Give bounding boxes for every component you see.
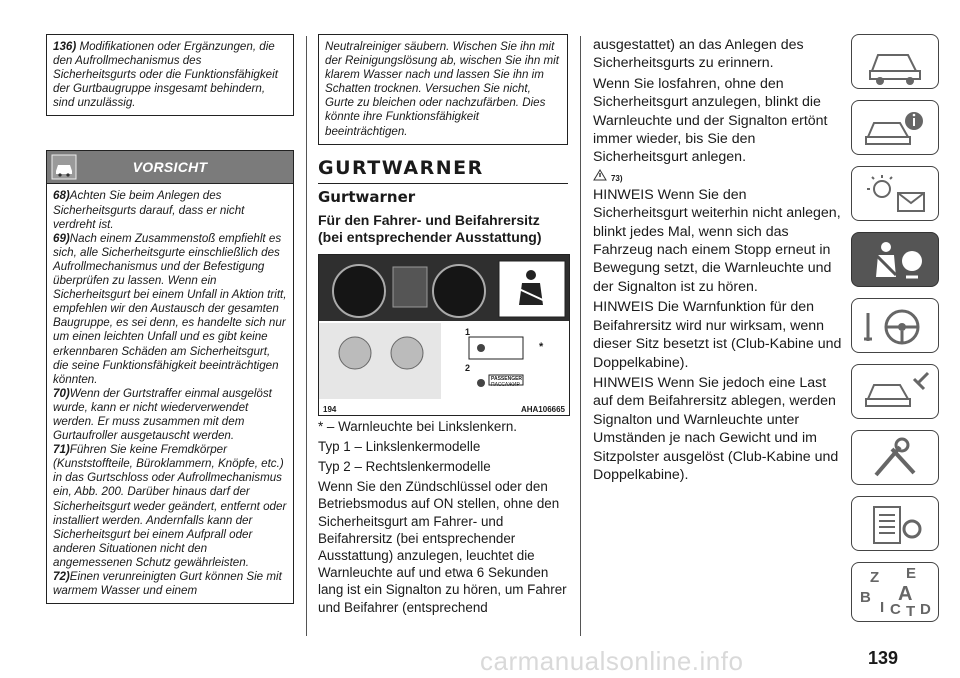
warning-reference: 73) — [610, 173, 623, 183]
index-letter: E — [906, 565, 917, 582]
index-letter: C — [890, 601, 901, 618]
paragraph: Typ 1 – Linkslenkermodelle — [318, 438, 481, 454]
tab-specs-list-icon[interactable] — [851, 496, 939, 551]
warning-header — [46, 150, 294, 183]
tab-car-info-icon[interactable] — [851, 100, 939, 155]
column-1 — [46, 34, 294, 604]
tab-seatbelt-airbag-icon[interactable] — [851, 232, 939, 287]
index-letter: A — [898, 583, 913, 605]
warning-triangle-icon — [593, 169, 607, 181]
tab-tools-icon[interactable] — [851, 430, 939, 485]
index-letter: Z — [870, 569, 880, 586]
col3-body — [593, 36, 843, 484]
passenger-label-ru: ПАССАЖИР — [491, 381, 520, 388]
chapter-tabs — [851, 34, 939, 633]
col2-body — [318, 418, 568, 616]
warning-number: 68) — [53, 189, 70, 203]
section-heading: Für den Fahrer- und Beifahrersitz (bei entsprechender Ausstattung) — [318, 211, 542, 245]
watermark: carmanualsonline.info — [480, 646, 744, 676]
warning-number: 70) — [53, 386, 70, 400]
passenger-label: PASSENGER — [491, 375, 523, 382]
note-text: Modifikationen oder Ergänzungen, die den Aufrollmechanismus des Sicherheitsgurts oder die Funktionsfähigkeit der Gurtbaugruppe insgesamt behindern, sind unzulässig. — [53, 40, 278, 110]
seatbelt-airbag-icon — [852, 233, 940, 288]
warning-text: Achten Sie beim Anlegen des Sicherheitsgurts darauf, dass er nicht verdreht ist. — [53, 189, 245, 231]
paragraph: HINWEIS Wenn Sie jedoch eine Last auf dem Beifahrersitz ablegen, werden Signalton und Warnleuchte unter Umständen je nach Gewicht und im Sitzpolster ausgelöst (Club-Kabine und Doppelkabine). — [593, 374, 839, 483]
figure-194 — [318, 254, 570, 416]
section-subtitle: Gurtwarner — [318, 187, 416, 206]
column-3 — [593, 34, 843, 486]
index-letter: I — [880, 599, 885, 616]
figure-code: AHA106665 — [520, 404, 565, 414]
index-letter: B — [860, 589, 871, 606]
car-info-icon — [852, 101, 940, 156]
tab-steering-icon[interactable] — [851, 298, 939, 353]
paragraph: Wenn Sie losfahren, ohne den Sicherheitsgurt anzulegen, blinkt die Warnleuchte und der Signalton ertönt immer wieder, bis Sie den Sicherheitsgurt anlegen. — [593, 75, 828, 166]
paragraph: ausgestattet) an das Anlegen des Sicherheitsgurts zu erinnern. — [593, 37, 804, 72]
section-title: GURTWARNER — [318, 157, 568, 184]
page-number: 139 — [868, 648, 899, 668]
warning-text: Wenn der Gurtstraffer einmal ausgelöst wurde, kann er nicht wiederverwendet werden. Er muss zusammen mit dem Gurtaufroller ausgetauscht werden. — [53, 386, 272, 443]
car-service-icon — [852, 365, 940, 420]
warning-continuation-box — [318, 34, 568, 145]
paragraph: * – Warnleuchte bei Linkslenkern. — [318, 418, 517, 434]
warning-box — [46, 183, 294, 604]
tools-icon — [852, 431, 940, 486]
tab-car-service-icon[interactable] — [851, 364, 939, 419]
car-icon — [852, 35, 940, 90]
warning-number: 72) — [53, 570, 70, 583]
warning-lights-icon — [852, 167, 940, 222]
warning-title: VORSICHT — [132, 159, 208, 176]
steering-icon — [852, 299, 940, 354]
paragraph: Typ 2 – Rechtslenkermodelle — [318, 459, 491, 475]
warning-number: 71) — [53, 443, 70, 457]
warning-text: Einen verunreinigten Gurt können Sie mit warmem Wasser und einem — [53, 570, 282, 598]
note-136-box — [46, 34, 294, 116]
tab-warning-lights-icon[interactable] — [851, 166, 939, 221]
paragraph: HINWEIS Die Warnfunktion für den Beifahrersitz wird nur wirksam, wenn dieser Sitz besetzt ist (Club-Kabine und Doppelkabine). — [593, 299, 842, 371]
tab-index-letters-icon[interactable] — [851, 562, 939, 622]
warning-number: 69) — [53, 231, 70, 245]
warning-continuation-text: Neutralreiniger säubern. Wischen Sie ihn mit der Reinigungslösung ab, wischen Sie ihn mit klarem Wasser nach und lassen Sie ihn im Schatten trocknen. Versuchen Sie nicht, Gurte zu bleichen oder nachzufärben. Dies könnte ihre Funktionsfähigkeit beeinträchtigen. — [325, 40, 559, 138]
note-number: 136) — [53, 40, 77, 53]
index-letter: T — [906, 603, 916, 620]
figure-label-1: 1 — [465, 326, 471, 337]
column-2 — [318, 34, 568, 619]
figure-asterisk: * — [539, 340, 544, 353]
paragraph: Wenn Sie den Zündschlüssel oder den Betriebsmodus auf ON stellen, ohne den Sicherheitsgurt am Fahrer- und Beifahrersitz (bei entsprechender Ausstattung) anzulegen, leuchtet die Warnleuchte auf und etwa 6 Sekunden lang ist ein Signalton zu hören, um Fahrer und Beifahrer (entsprechend — [318, 479, 567, 615]
warning-text: Nach einem Zusammenstoß empfiehlt es sich, alle Sicherheitsgurte einschließlich des Aufrollmechanismus und der Befestigung überprüfen zu lassen. Wenn ein Sicherheitsgurt bei einem Unfall in Aktion tritt, empfehlen wir den Austausch der gesamten Baugruppe, es sei denn, es handelte sich nur um einen leichten Unfall und es gibt keine erkennbaren Schäden am Sicherheitsgurt, die seine Funktionsfähigkeit beeinträchtigen könnten. — [53, 231, 287, 386]
column-divider — [306, 36, 307, 636]
warning-text: Führen Sie keine Fremdkörper (Kunststoffteile, Büroklammern, Knöpfe, etc.) in das Gurtschloss oder Aufrollmechanismus ein, Abb. 200. Darüber hinaus darf der Sicherheitsgurt weder geändert, entfernt oder installiert werden. Andernfalls kann der Sicherheitsgurt bei einem Aufprall oder anderen Situationen nicht den angemessenen Schutz gewährleisten. — [53, 443, 287, 569]
paragraph: HINWEIS Wenn Sie den Sicherheitsgurt weiterhin nicht anlegen, blinkt jedes Mal, wenn sich das Fahrzeug nach einem Stopp erneut in Bewegung setzt, die Warnleuchte und der Signalton ist zu hören. — [593, 186, 841, 295]
figure-number: 194 — [323, 404, 337, 414]
index-letter: D — [920, 601, 931, 618]
figure-label-2: 2 — [465, 362, 471, 373]
tab-car-icon[interactable] — [851, 34, 939, 89]
specs-list-icon — [852, 497, 940, 552]
column-divider — [580, 36, 581, 636]
instrument-cluster-illustration — [319, 255, 569, 403]
